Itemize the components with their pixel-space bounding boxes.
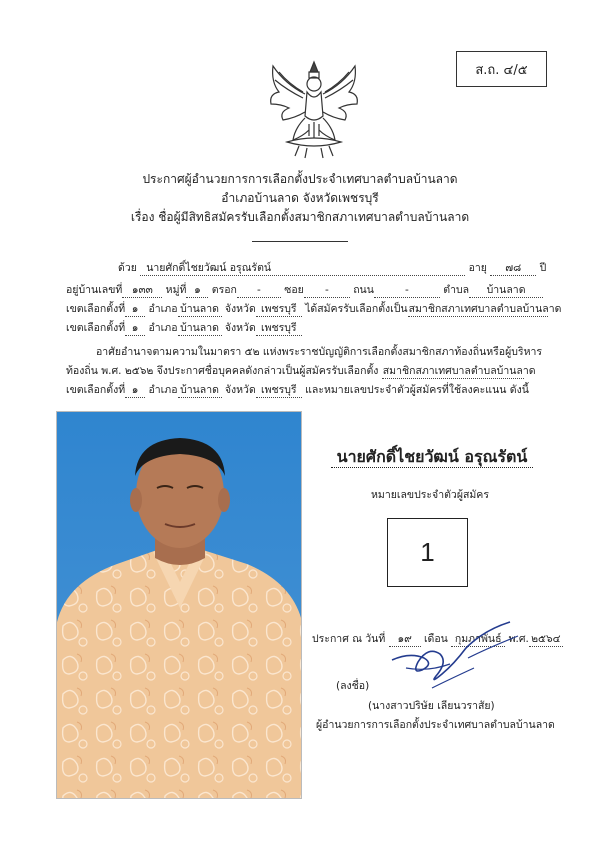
form-code-box <box>456 51 547 87</box>
candidate-photo <box>56 411 302 799</box>
label-by: ด้วย <box>118 262 137 274</box>
label-district-no-3: เขตเลือกตั้งที่ <box>66 384 126 396</box>
legal-basis-text: ท้องถิ่น พ.ศ. ๒๕๖๒ จึงประกาศชื่อบุคคลดังกล่าวเป็นผู้สมัครรับเลือกตั้ง <box>66 365 379 377</box>
candidate-line <box>118 259 546 276</box>
announce-year: ๒๕๖๔ <box>529 633 563 647</box>
district-no-2: ๑ <box>125 322 145 336</box>
signer-title: ผู้อำนวยการการเลือกตั้งประจำเทศบาลตำบลบ้านลาด <box>316 719 555 731</box>
candidate-portrait-icon <box>57 412 302 799</box>
amphoe-value-3: บ้านลาด <box>178 384 222 398</box>
label-province-2: จังหวัด <box>224 322 256 334</box>
label-trok: ตรอก <box>211 284 237 296</box>
label-amphoe-3: อำเภอ <box>148 384 178 396</box>
province-value-2: เพชรบุรี <box>256 322 302 336</box>
label-year: พ.ศ. <box>508 633 529 645</box>
label-amphoe: อำเภอ <box>148 303 178 315</box>
candidate-name-large-text: นายศักดิ์ไชยวัฒน์ อรุณรัตน์ <box>331 447 534 468</box>
candidate-number-caption: หมายเลขประจำตัวผู้สมัคร <box>371 489 489 501</box>
label-district-no: เขตเลือกตั้งที่ <box>66 303 126 315</box>
header-line-1: ประกาศผู้อำนวยการการเลือกตั้งประจำเทศบาลตำบลบ้านลาด <box>142 172 458 186</box>
announce-prefix: ประกาศ ณ วันที่ <box>312 633 386 645</box>
label-road: ถนน <box>353 284 374 296</box>
label-month: เดือน <box>423 633 448 645</box>
label-address-no: อยู่บ้านเลขที่ <box>66 284 123 296</box>
label-years: ปี <box>539 262 547 274</box>
announce-day: ๑๙ <box>389 633 421 647</box>
moo-value: ๑ <box>186 284 208 298</box>
district-line-3 <box>66 381 529 398</box>
province-value-3: เพชรบุรี <box>256 384 302 398</box>
candidate-name: นายศักดิ์ไชยวัฒน์ อรุณรัตน์ <box>140 262 465 276</box>
amphoe-value: บ้านลาด <box>178 303 222 317</box>
tambon-value: บ้านลาด <box>469 284 543 298</box>
trok-value: - <box>237 284 281 298</box>
label-applied-as: ได้สมัครรับเลือกตั้งเป็น <box>305 303 408 315</box>
sign-label: (ลงชื่อ) <box>336 680 370 692</box>
district-no-3: ๑ <box>125 384 145 398</box>
number-intro-text: และหมายเลขประจำตัวผู้สมัครที่ใช้ลงคะแนน ดังนี้ <box>305 384 529 396</box>
label-age: อายุ <box>468 262 487 274</box>
house-no: ๑๓๓ <box>122 284 162 298</box>
label-district-no-2: เขตเลือกตั้งที่ <box>66 322 126 334</box>
position-value: สมาชิกสภาเทศบาลตำบลบ้านลาด <box>408 303 562 315</box>
signature-icon <box>388 618 538 698</box>
signer-name: (นางสาวปริษัย เลียนวราสัย) <box>368 700 495 712</box>
soi-value: - <box>304 284 350 298</box>
header-divider <box>252 241 348 242</box>
label-amphoe-2: อำเภอ <box>148 322 178 334</box>
legal-basis-line-1: อาศัยอำนาจตามความในมาตรา ๕๒ แห่งพระราชบัญญัติการเลือกตั้งสมาชิกสภาท้องถิ่นหรือผู้บริหาร <box>96 346 543 358</box>
label-moo: หมู่ที่ <box>165 284 187 296</box>
amphoe-value-2: บ้านลาด <box>178 322 222 336</box>
label-soi: ซอย <box>284 284 304 296</box>
province-value: เพชรบุรี <box>256 303 302 317</box>
header-line-2: อำเภอบ้านลาด จังหวัดเพชรบุรี <box>221 191 379 205</box>
header-subject: เรื่อง ชื่อผู้มีสิทธิสมัครรับเลือกตั้งสมาชิกสภาเทศบาลตำบลบ้านลาด <box>130 210 470 224</box>
candidate-number: 1 <box>420 537 435 567</box>
legal-basis-line-2 <box>66 362 536 379</box>
form-code: ส.ถ. ๔/๕ <box>475 62 528 78</box>
district-line-1 <box>66 300 562 317</box>
district-no: ๑ <box>125 303 145 317</box>
address-line <box>66 281 543 298</box>
candidate-age: ๗๘ <box>490 262 536 276</box>
garuda-emblem-icon <box>265 58 363 160</box>
label-province-3: จังหวัด <box>224 384 256 396</box>
district-line-2 <box>66 319 302 336</box>
label-tambon: ตำบล <box>443 284 470 296</box>
label-province: จังหวัด <box>224 303 256 315</box>
candidate-name-large <box>318 447 546 468</box>
position-value-2: สมาชิกสภาเทศบาลตำบลบ้านลาด <box>382 365 536 377</box>
candidate-number-box <box>387 518 468 587</box>
road-value: - <box>374 284 440 298</box>
announce-month: กุมภาพันธ์ <box>451 633 505 647</box>
